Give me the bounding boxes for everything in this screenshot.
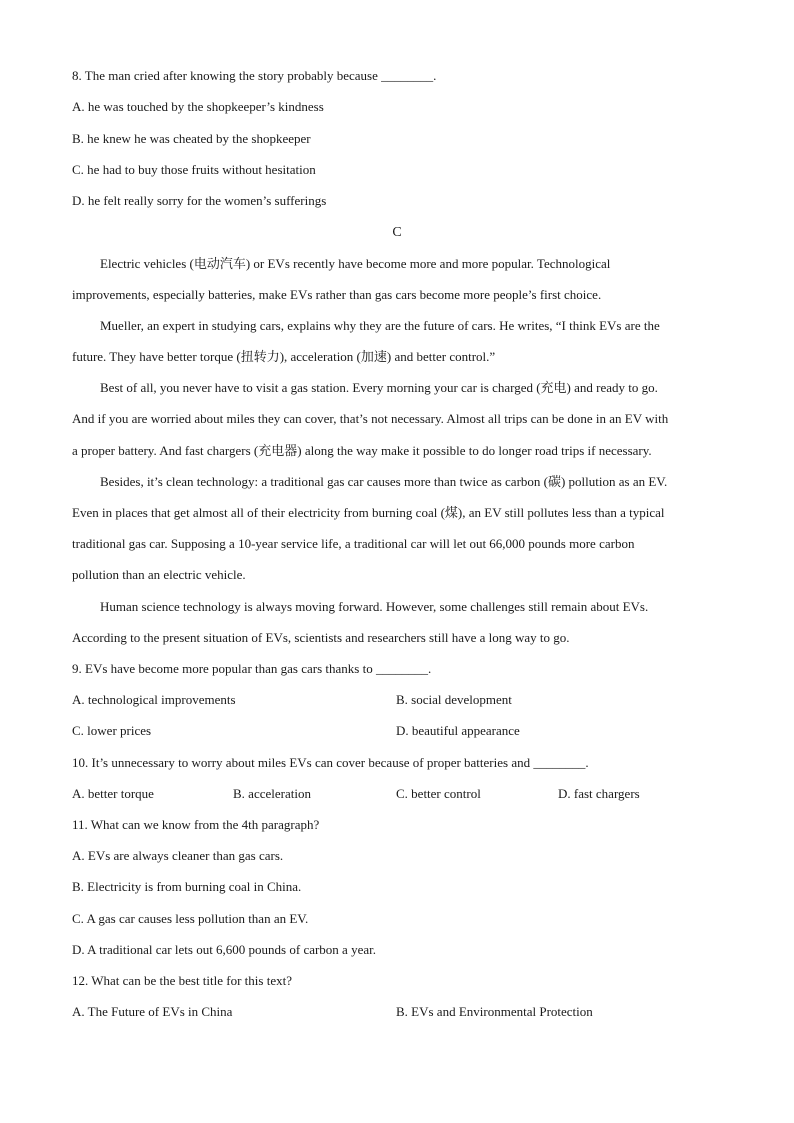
passage-line: Besides, it’s clean technology: a traditional gas car causes more than twice as carbon (碳) pollution as an EV. xyxy=(100,474,668,489)
passage-line: future. They have better torque (扭转力), acceleration (加速) and better control.” xyxy=(72,349,496,364)
q8-option-c: C. he had to buy those fruits without hesitation xyxy=(72,162,316,177)
passage-line: Best of all, you never have to visit a gas station. Every morning your car is charged (充电) and ready to go. xyxy=(100,380,658,395)
q8-option-b: B. he knew he was cheated by the shopkeeper xyxy=(72,131,311,146)
q10-option-a: A. better torque xyxy=(72,786,154,801)
q11-option-b: B. Electricity is from burning coal in China. xyxy=(72,879,302,894)
q11-option-a: A. EVs are always cleaner than gas cars. xyxy=(72,848,284,863)
q11-option-d: D. A traditional car lets out 6,600 pounds of carbon a year. xyxy=(72,942,376,957)
q11-option-c: C. A gas car causes less pollution than an EV. xyxy=(72,911,309,926)
q9-option-a: A. technological improvements xyxy=(72,692,236,707)
q9-stem: 9. EVs have become more popular than gas cars thanks to ________. xyxy=(72,661,432,676)
q11-stem: 11. What can we know from the 4th paragraph? xyxy=(72,817,320,832)
passage-line: Human science technology is always moving forward. However, some challenges still remain about EVs. xyxy=(100,599,649,614)
passage-line: Even in places that get almost all of their electricity from burning coal (煤), an EV still pollutes less than a typical xyxy=(72,505,665,520)
q10-option-b: B. acceleration xyxy=(233,786,311,801)
passage-line: Electric vehicles (电动汽车) or EVs recently have become more and more popular. Technological xyxy=(100,256,611,271)
q12-option-a: A. The Future of EVs in China xyxy=(72,1004,233,1019)
q8-stem: 8. The man cried after knowing the story probably because ________. xyxy=(72,68,437,83)
q10-option-d: D. fast chargers xyxy=(558,786,640,801)
q9-option-b: B. social development xyxy=(396,692,512,707)
q10-option-c: C. better control xyxy=(396,786,481,801)
section-title: C xyxy=(392,225,402,240)
q10-stem: 10. It’s unnecessary to worry about miles EVs can cover because of proper batteries and ________. xyxy=(72,755,589,770)
passage-line: Mueller, an expert in studying cars, explains why they are the future of cars. He writes, “I think EVs are the xyxy=(100,318,660,333)
q9-option-c: C. lower prices xyxy=(72,723,152,738)
q8-option-a: A. he was touched by the shopkeeper’s kindness xyxy=(72,99,324,114)
passage-line: And if you are worried about miles they can cover, that’s not necessary. Almost all trips can be done in an EV with xyxy=(72,411,669,426)
q12-option-b: B. EVs and Environmental Protection xyxy=(396,1004,593,1019)
passage-line: According to the present situation of EVs, scientists and researchers still have a long way to go. xyxy=(72,630,570,645)
q8-option-d: D. he felt really sorry for the women’s sufferings xyxy=(72,193,327,208)
passage-line: improvements, especially batteries, make EVs rather than gas cars become more people’s first choice. xyxy=(72,287,602,302)
q9-option-d: D. beautiful appearance xyxy=(396,723,520,738)
q12-stem: 12. What can be the best title for this text? xyxy=(72,973,292,988)
passage-line: pollution than an electric vehicle. xyxy=(72,567,246,582)
passage-line: a proper battery. And fast chargers (充电器) along the way make it possible to do longer road trips if necessary. xyxy=(72,443,652,458)
passage-line: traditional gas car. Supposing a 10-year service life, a traditional car will let out 66,000 pounds more carbon xyxy=(72,536,635,551)
